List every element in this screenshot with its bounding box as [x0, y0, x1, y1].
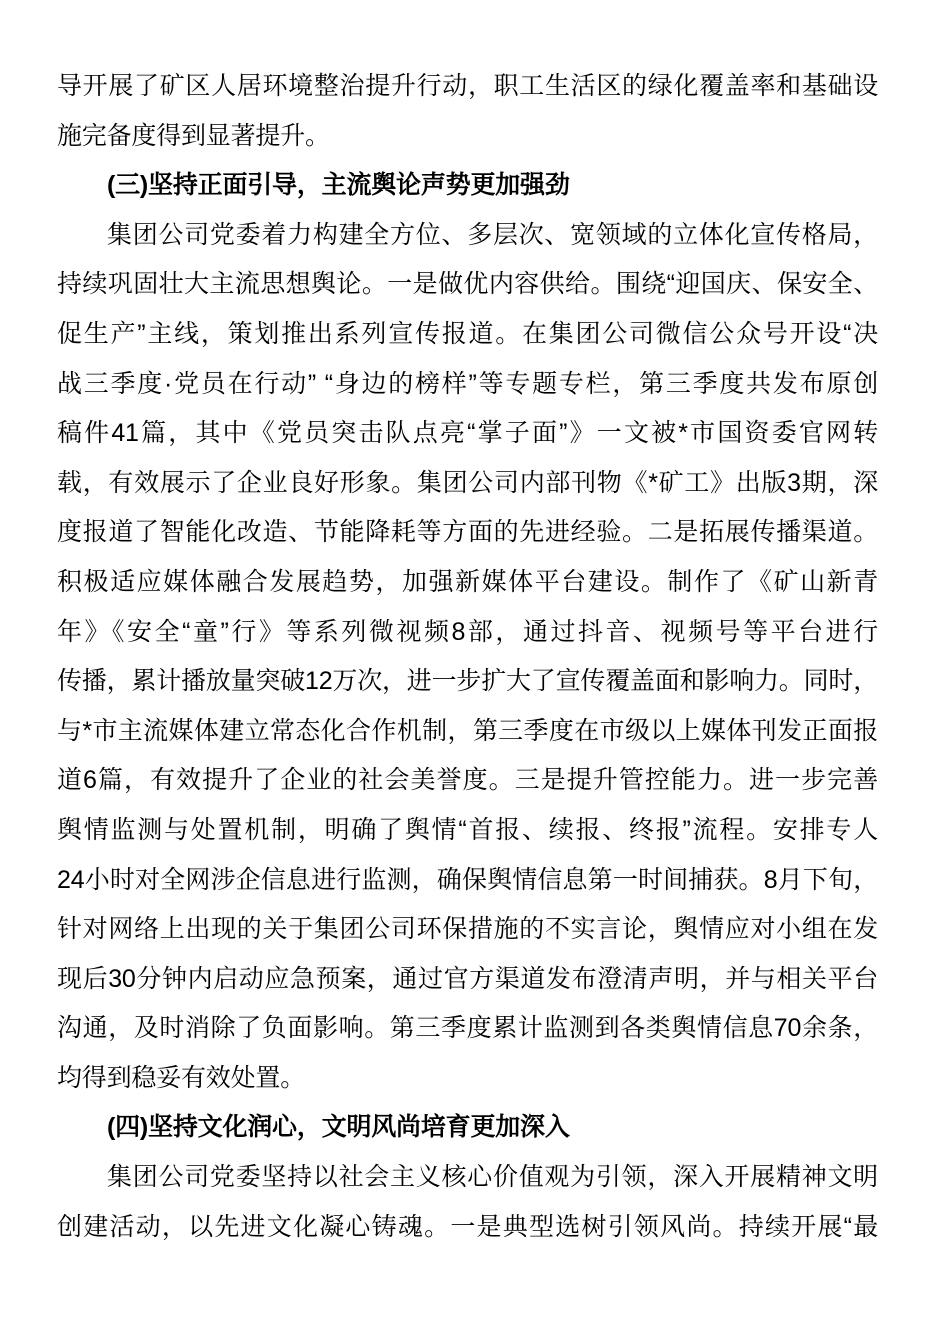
text-line: 促生产”主线，策划推出系列宣传报道。在集团公司微信公众号开设“决 — [57, 319, 878, 348]
text-line: 道6篇，有效提升了企业的社会美誉度。三是提升管控能力。进一步完善 — [57, 766, 878, 795]
text-line: 舆情监测与处置机制，明确了舆情“首报、续报、终报”流程。安排专人 — [57, 815, 878, 844]
text-line: 稿件41篇，其中《党员突击队点亮“掌子面”》一文被*市国资委官网转 — [57, 419, 878, 448]
text-line: 载，有效展示了企业良好形象。集团公司内部刊物《*矿工》出版3期，深 — [57, 468, 878, 497]
text-line: 沟通，及时消除了负面影响。第三季度累计监测到各类舆情信息70余条， — [57, 1014, 878, 1043]
text-line: 施完备度得到显著提升。 — [57, 121, 330, 150]
section-heading-3: (三)坚持正面引导，主流舆论声势更加强劲 — [107, 171, 570, 200]
section-heading-4: (四)坚持文化润心，文明风尚培育更加深入 — [107, 1113, 570, 1142]
text-line: 创建活动，以先进文化凝心铸魂。一是典型选树引领风尚。持续开展“最 — [57, 1212, 878, 1241]
text-line: 积极适应媒体融合发展趋势，加强新媒体平台建设。制作了《矿山新青 — [57, 567, 878, 596]
text-line: 针对网络上出现的关于集团公司环保措施的不实言论，舆情应对小组在发 — [57, 915, 878, 944]
text-line: 24小时对全网涉企信息进行监测，确保舆情信息第一时间捕获。8月下旬， — [57, 865, 878, 894]
text-line: 集团公司党委坚持以社会主义核心价值观为引领，深入开展精神文明 — [107, 1163, 878, 1192]
text-line: 导开展了矿区人居环境整治提升行动，职工生活区的绿化覆盖率和基础设 — [57, 72, 878, 100]
text-line: 现后30分钟内启动应急预案，通过官方渠道发布澄清声明，并与相关平台 — [57, 964, 878, 993]
text-line: 集团公司党委着力构建全方位、多层次、宽领域的立体化宣传格局， — [107, 220, 878, 249]
text-line: 年》《安全“童”行》等系列微视频8部，通过抖音、视频号等平台进行 — [57, 617, 878, 646]
text-line: 均得到稳妥有效处置。 — [57, 1063, 306, 1092]
text-line: 战三季度·党员在行动” “身边的榜样”等专题专栏，第三季度共发布原创 — [57, 369, 878, 398]
text-line: 与*市主流媒体建立常态化合作机制，第三季度在市级以上媒体刊发正面报 — [57, 716, 878, 745]
text-line: 持续巩固壮大主流思想舆论。一是做优内容供给。围绕“迎国庆、保安全、 — [57, 270, 878, 299]
text-line: 传播，累计播放量突破12万次，进一步扩大了宣传覆盖面和影响力。同时， — [57, 667, 879, 696]
text-line: 度报道了智能化改造、节能降耗等方面的先进经验。二是拓展传播渠道。 — [57, 518, 878, 547]
